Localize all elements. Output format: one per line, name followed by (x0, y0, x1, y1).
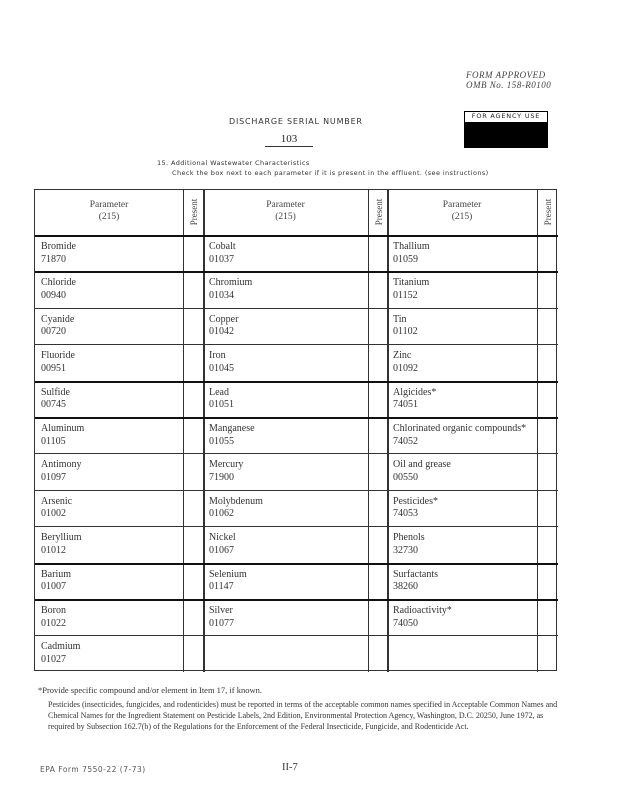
footnote: *Provide specific compound and/or element in Item 17, if known. (38, 685, 263, 695)
form-number: EPA Form 7550-22 (7-73) (40, 765, 146, 774)
parameter-code: 01062 (209, 508, 234, 520)
parameter-name: Algicides* (393, 386, 437, 398)
present-checkbox[interactable] (370, 273, 385, 305)
present-checkbox[interactable] (370, 601, 385, 633)
present-checkbox[interactable] (185, 310, 201, 342)
row-divider (35, 635, 558, 636)
present-checkbox[interactable] (539, 492, 556, 524)
present-checkbox[interactable] (370, 383, 385, 415)
parameter-cell (41, 605, 179, 630)
parameter-name: Pesticides* (393, 495, 438, 507)
parameter-code: 01092 (393, 362, 418, 374)
present-checkbox[interactable] (370, 528, 385, 560)
parameter-code: 74051 (393, 399, 418, 411)
row-divider (35, 453, 558, 454)
parameter-name: Iron (209, 350, 226, 362)
parameter-cell (393, 277, 533, 302)
present-checkbox[interactable] (539, 346, 556, 378)
parameter-cell (209, 459, 364, 484)
parameter-code: 00720 (41, 326, 66, 338)
parameter-code: 74052 (393, 435, 418, 447)
parameter-cell (41, 277, 179, 302)
present-header: Present (189, 198, 199, 226)
parameter-cell (41, 459, 179, 484)
parameter-code: 01147 (209, 581, 234, 593)
present-checkbox[interactable] (539, 601, 556, 633)
parameter-name: Tin (393, 313, 407, 325)
parameter-code: 71870 (41, 253, 66, 265)
agency-use-label: FOR AGENCY USE (471, 112, 541, 120)
section-title: 15. Additional Wastewater Characteristics (157, 159, 310, 167)
row-divider (35, 599, 558, 601)
parameter-header (203, 199, 368, 223)
row-divider (35, 490, 558, 491)
parameter-code: 00745 (41, 399, 66, 411)
present-checkbox[interactable] (370, 346, 385, 378)
agency-use-blackout (465, 122, 547, 147)
page-number: II-7 (282, 762, 298, 773)
form-approved-label: FORM APPROVED (466, 70, 546, 80)
present-checkbox[interactable] (370, 565, 385, 597)
parameter-cell (209, 496, 364, 521)
omb-number: OMB No. 158-R0100 (466, 80, 552, 90)
parameter-cell (209, 605, 364, 630)
parameter-header-label: Parameter (89, 200, 129, 210)
parameter-code: 01077 (209, 617, 234, 629)
parameter-cell (41, 314, 179, 339)
parameter-name: Cyanide (41, 313, 75, 325)
parameter-header (35, 199, 183, 223)
parameter-code: 01097 (41, 471, 66, 483)
parameter-name: Radioactivity* (393, 605, 452, 616)
row-divider (35, 271, 558, 273)
parameter-cell (393, 423, 533, 448)
present-checkbox[interactable] (539, 637, 556, 669)
parameter-name: Lead (209, 386, 229, 398)
parameter-name: Arsenic (41, 495, 73, 507)
parameter-cell (393, 387, 533, 412)
parameter-name: Surfactants (393, 568, 438, 580)
present-checkbox[interactable] (185, 637, 201, 669)
parameter-cell (209, 350, 364, 375)
parameter-cell (41, 387, 179, 412)
parameter-cell (41, 532, 179, 557)
present-checkbox[interactable] (370, 419, 385, 451)
parameter-name: Aluminum (41, 423, 85, 434)
present-checkbox[interactable] (539, 419, 556, 451)
header-divider (35, 235, 558, 237)
parameter-cell (393, 241, 533, 266)
parameter-name: Silver (209, 605, 233, 616)
present-checkbox[interactable] (185, 273, 201, 305)
parameter-name: Boron (41, 605, 66, 616)
parameter-code: 74050 (393, 617, 418, 629)
parameter-cell (209, 314, 364, 339)
parameter-code: 00550 (393, 471, 418, 483)
parameter-name: Antimony (41, 459, 82, 471)
parameter-name: Fluoride (41, 350, 75, 362)
row-divider (35, 308, 558, 309)
parameter-code: 74053 (393, 508, 418, 520)
present-header: Present (374, 198, 384, 226)
parameter-code: 01045 (209, 362, 234, 374)
present-checkbox[interactable] (539, 273, 556, 305)
parameter-cell (209, 387, 364, 412)
parameter-code: 00951 (41, 362, 66, 374)
parameter-name: Chlorinated organic compounds* (393, 423, 527, 434)
parameter-code: 01059 (393, 253, 418, 265)
present-checkbox[interactable] (185, 455, 201, 487)
parameter-cell (209, 532, 364, 557)
parameter-cell (393, 459, 533, 484)
parameter-header-code: (215) (451, 212, 473, 222)
present-checkbox[interactable] (539, 237, 556, 269)
present-checkbox[interactable] (539, 455, 556, 487)
parameter-name: Bromide (41, 241, 76, 252)
parameter-name: Thallium (393, 241, 430, 252)
present-checkbox[interactable] (370, 455, 385, 487)
parameter-name: Molybdenum (209, 495, 263, 507)
present-checkbox[interactable] (185, 601, 201, 633)
parameter-header-label: Parameter (442, 200, 482, 210)
parameter-code: 71900 (209, 471, 234, 483)
section-instructions: Check the box next to each parameter if it is present in the effluent. (see instructions) (172, 169, 489, 177)
present-checkbox[interactable] (370, 237, 385, 269)
present-checkbox[interactable] (185, 419, 201, 451)
present-checkbox[interactable] (185, 346, 201, 378)
parameter-cell (41, 496, 179, 521)
parameter-code: 32730 (393, 544, 418, 556)
present-checkbox[interactable] (539, 383, 556, 415)
present-checkbox[interactable] (185, 528, 201, 560)
parameter-cell (393, 532, 533, 557)
parameter-code: 01051 (209, 399, 234, 411)
present-checkbox[interactable] (370, 637, 385, 669)
parameter-cell (393, 569, 533, 594)
parameter-name: Zinc (393, 350, 412, 362)
parameter-name: Chromium (209, 277, 253, 289)
discharge-serial-label: DISCHARGE SERIAL NUMBER (229, 117, 363, 126)
present-checkbox[interactable] (370, 492, 385, 524)
agency-use-box (464, 111, 548, 148)
present-checkbox[interactable] (185, 383, 201, 415)
parameter-code: 01034 (209, 289, 234, 301)
present-checkbox[interactable] (370, 310, 385, 342)
parameter-code: 38260 (393, 581, 418, 593)
parameter-name: Nickel (209, 532, 236, 544)
row-divider (35, 563, 558, 565)
row-divider (35, 526, 558, 527)
present-header: Present (543, 198, 553, 226)
parameter-cell (41, 569, 179, 594)
parameter-cell (41, 241, 179, 266)
parameter-cell (393, 496, 533, 521)
row-divider (35, 344, 558, 345)
parameter-code: 01152 (393, 289, 418, 301)
row-divider (35, 417, 558, 419)
parameter-name: Phenols (393, 532, 425, 544)
discharge-serial-value: 103 (265, 133, 313, 147)
parameter-name: Copper (209, 313, 239, 325)
present-checkbox[interactable] (539, 528, 556, 560)
parameter-code: 01022 (41, 617, 66, 629)
parameter-code: 01042 (209, 326, 234, 338)
parameter-header-code: (215) (98, 212, 120, 222)
parameter-cell (209, 277, 364, 302)
parameter-code: 01027 (41, 653, 66, 665)
parameter-code: 01007 (41, 581, 66, 593)
row-divider (35, 381, 558, 383)
parameter-code: 01037 (209, 253, 234, 265)
parameter-cell (209, 569, 364, 594)
present-checkbox[interactable] (185, 237, 201, 269)
parameter-name: Titanium (393, 277, 430, 289)
parameter-code: 01012 (41, 544, 66, 556)
parameter-code: 00940 (41, 289, 66, 301)
parameter-cell (41, 641, 179, 666)
parameter-name: Barium (41, 568, 71, 580)
parameter-cell (209, 423, 364, 448)
parameter-name: Sulfide (41, 386, 70, 398)
present-checkbox[interactable] (185, 492, 201, 524)
parameter-cell (41, 423, 179, 448)
parameter-name: Oil and grease (393, 459, 451, 471)
parameter-cell (393, 350, 533, 375)
parameter-cell (41, 350, 179, 375)
parameter-name: Chloride (41, 277, 76, 289)
parameter-header-code: (215) (275, 212, 296, 222)
present-checkbox[interactable] (185, 565, 201, 597)
parameter-name: Selenium (209, 568, 247, 580)
parameter-name: Cadmium (41, 641, 81, 653)
parameter-name: Mercury (209, 459, 244, 471)
parameter-name: Cobalt (209, 241, 236, 252)
parameter-code: 01002 (41, 508, 66, 520)
parameter-code: 01105 (41, 435, 66, 447)
parameter-cell (393, 314, 533, 339)
parameter-code: 01102 (393, 326, 418, 338)
parameter-name: Beryllium (41, 532, 82, 544)
parameter-cell (209, 241, 364, 266)
parameter-header (387, 199, 537, 223)
parameter-code: 01067 (209, 544, 234, 556)
parameter-code: 01055 (209, 435, 234, 447)
parameter-table (34, 189, 557, 671)
parameter-header-label: Parameter (266, 200, 305, 210)
present-checkbox[interactable] (539, 565, 556, 597)
parameter-cell (393, 605, 533, 630)
present-checkbox[interactable] (539, 310, 556, 342)
pesticides-note: Pesticides (insecticides, fungicides, and rodenticides) must be reported in terms of the acceptable common names specified in Acceptable Common Names and Chemical Names for the Ingredient Statement on Pesticide Labels, 2nd Edition, Environmental Protection Agency, Washington, D.C. 20250, June 1972, as required by Subsection 162.7(b) of the Regulations for the Enforcement of the Federal Insecticide, Fungicide, and Rodenticide Act. (48, 700, 558, 732)
parameter-name: Manganese (209, 423, 255, 434)
